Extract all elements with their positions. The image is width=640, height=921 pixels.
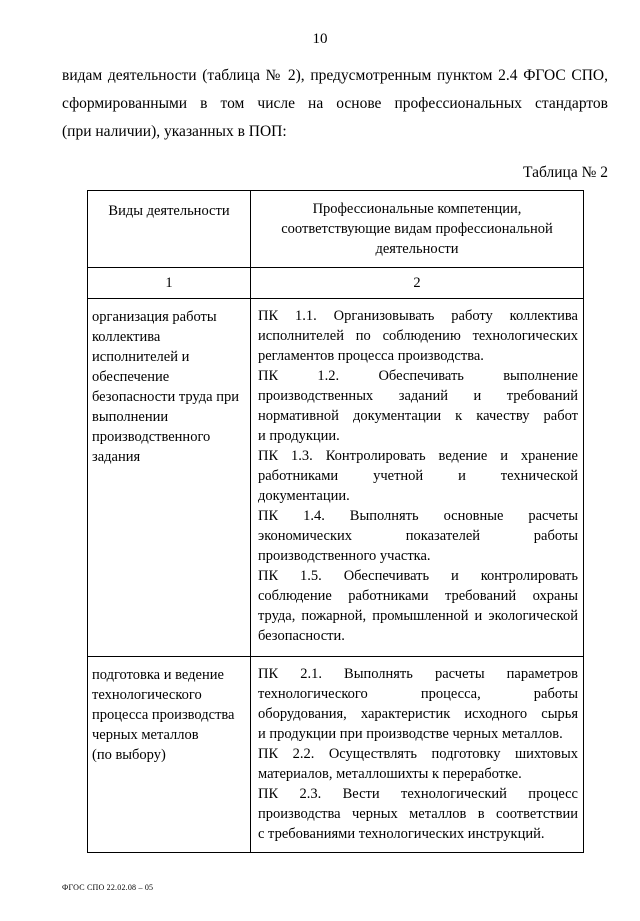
intro-paragraph [62, 62, 608, 146]
cell-line: ПК 1.5. Обеспечивать и контролировать [258, 568, 578, 584]
competencies-table [87, 190, 583, 853]
header-line: соответствующие видам профессиональной [281, 221, 553, 237]
cell-line: ПК 1.3. Контролировать ведение и хранение [258, 448, 578, 464]
cell-line: ПК 2.3. Вести технологический процесс [258, 786, 578, 802]
column-number-row [88, 268, 584, 299]
cell-line: процесса производства [92, 707, 235, 723]
cell-line: исполнителей по соблюдению технологических [258, 328, 578, 344]
cell-line: (по выбору) [92, 747, 166, 763]
intro-line: (при наличии), указанных в ПОП: [62, 123, 287, 140]
intro-line: видам деятельности (таблица № 2), предусмотренным пунктом 2.4 ФГОС СПО, [62, 67, 608, 84]
column-number: 2 [251, 268, 584, 299]
cell-line: черных металлов [92, 727, 199, 743]
cell-line: ПК 2.2. Осуществлять подготовку шихтовых [258, 746, 578, 762]
cell-line: труда, пожарной, промышленной и экологической [258, 608, 578, 624]
document-footer: ФГОС СПО 22.02.08 – 05 [62, 883, 154, 892]
cell-line: безопасности труда при [92, 389, 239, 405]
cell-line: и продукции при производстве черных металлов. [258, 726, 563, 742]
header-line: Профессиональные компетенции, [312, 201, 522, 217]
cell-line: регламентов процесса производства. [258, 348, 484, 364]
activity-type-cell [88, 657, 251, 853]
table-row [88, 657, 584, 853]
cell-line: материалов, металлошихты к переработке. [258, 766, 522, 782]
cell-line: производственного [92, 429, 211, 445]
cell-line: с требованиями технологических инструкций. [258, 826, 545, 842]
cell-line: документации. [258, 488, 350, 504]
cell-line: подготовка и ведение [92, 667, 224, 683]
header-activity-types: Виды деятельности [88, 191, 251, 268]
cell-line: оборудования, характеристик исходного сырья [258, 706, 578, 722]
cell-line: работниками учетной и технической [258, 468, 578, 484]
cell-line: технологического процесса, работы [258, 686, 578, 702]
cell-line: нормативной документации к качеству работ [258, 408, 578, 424]
cell-line: производства черных металлов в соответствии [258, 806, 578, 822]
cell-line: экономических показателей работы [258, 528, 578, 544]
column-number: 1 [88, 268, 251, 299]
competencies-cell [251, 657, 584, 853]
cell-line: ПК 1.4. Выполнять основные расчеты [258, 508, 578, 524]
cell-line: ПК 1.2. Обеспечивать выполнение [258, 368, 578, 384]
table-caption: Таблица № 2 [523, 164, 608, 181]
cell-line: организация работы [92, 309, 217, 325]
page-number: 10 [312, 31, 328, 47]
competencies-cell [251, 299, 584, 657]
cell-line: исполнителей и [92, 349, 190, 365]
cell-line: безопасности. [258, 628, 345, 644]
cell-line: ПК 1.1. Организовывать работу коллектива [258, 308, 578, 324]
header-line: деятельности [375, 241, 459, 257]
cell-line: обеспечение [92, 369, 170, 385]
activity-type-cell [88, 299, 251, 657]
cell-line: технологического [92, 687, 202, 703]
cell-line: ПК 2.1. Выполнять расчеты параметров [258, 666, 578, 682]
header-competencies [251, 191, 584, 268]
cell-line: задания [92, 449, 141, 465]
cell-line: выполнении [92, 409, 169, 425]
cell-line: коллектива [92, 329, 161, 345]
cell-line: и продукции. [258, 428, 340, 444]
cell-line: производственного участка. [258, 548, 431, 564]
cell-line: соблюдение работниками требований охраны [258, 588, 578, 604]
table-row [88, 299, 584, 657]
table-header-row [88, 191, 584, 268]
cell-line: производственных заданий и требований [258, 388, 578, 404]
intro-line: сформированными в том числе на основе профессиональных стандартов [62, 95, 608, 112]
